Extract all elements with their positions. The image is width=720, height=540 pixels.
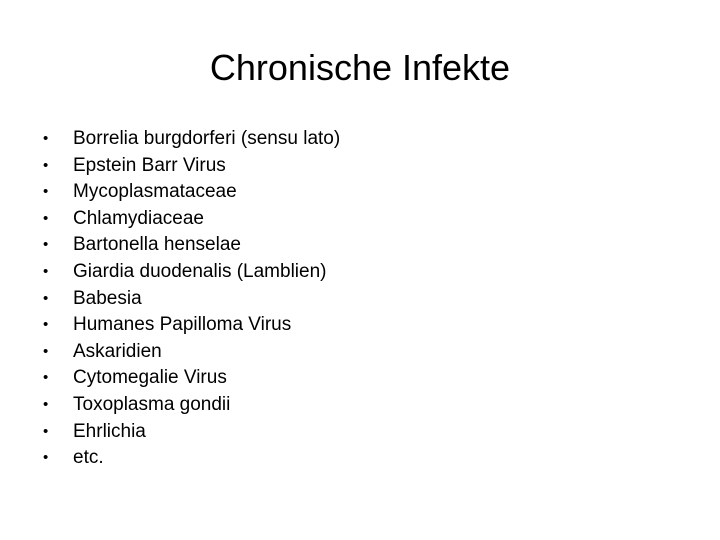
bullet-icon: •	[43, 183, 49, 201]
list-item	[40, 232, 340, 259]
list-item	[40, 126, 340, 153]
list-item-text: etc.	[73, 447, 104, 469]
bullet-list	[40, 126, 340, 472]
list-item-text: Chlamydiaceae	[73, 207, 204, 229]
bullet-icon: •	[43, 449, 49, 467]
list-item-text: Babesia	[73, 287, 142, 309]
list-item-text: Giardia duodenalis (Lamblien)	[73, 260, 327, 282]
list-item-text: Bartonella henselae	[73, 234, 241, 256]
bullet-icon: •	[43, 395, 49, 413]
list-item	[40, 445, 340, 472]
bullet-icon: •	[43, 316, 49, 334]
bullet-icon: •	[43, 289, 49, 307]
list-item-text: Mycoplasmataceae	[73, 181, 237, 203]
list-item	[40, 419, 340, 446]
bullet-icon: •	[43, 422, 49, 440]
list-item	[40, 179, 340, 206]
list-item-text: Borrelia burgdorferi (sensu lato)	[73, 128, 341, 149]
list-item	[40, 392, 340, 419]
list-item	[40, 259, 340, 286]
list-item-text: Cytomegalie Virus	[73, 367, 227, 389]
list-item	[40, 286, 340, 313]
list-item-text: Epstein Barr Virus	[73, 154, 226, 176]
bullet-icon: •	[43, 236, 49, 254]
list-item	[40, 365, 340, 392]
bullet-icon: •	[43, 156, 49, 174]
bullet-icon: •	[43, 209, 49, 227]
list-item	[40, 153, 340, 180]
slide-title: Chronische Infekte	[209, 47, 511, 88]
list-item	[40, 206, 340, 233]
bullet-icon: •	[43, 262, 49, 280]
list-item-text: Askaridien	[73, 340, 162, 362]
bullet-icon: •	[43, 342, 49, 360]
bullet-icon: •	[43, 130, 49, 147]
list-item-text: Toxoplasma gondii	[73, 393, 231, 415]
list-item	[40, 339, 340, 366]
list-item-text: Humanes Papilloma Virus	[73, 314, 292, 336]
bullet-icon: •	[43, 369, 49, 387]
list-item-text: Ehrlichia	[73, 420, 146, 442]
list-item	[40, 312, 340, 339]
